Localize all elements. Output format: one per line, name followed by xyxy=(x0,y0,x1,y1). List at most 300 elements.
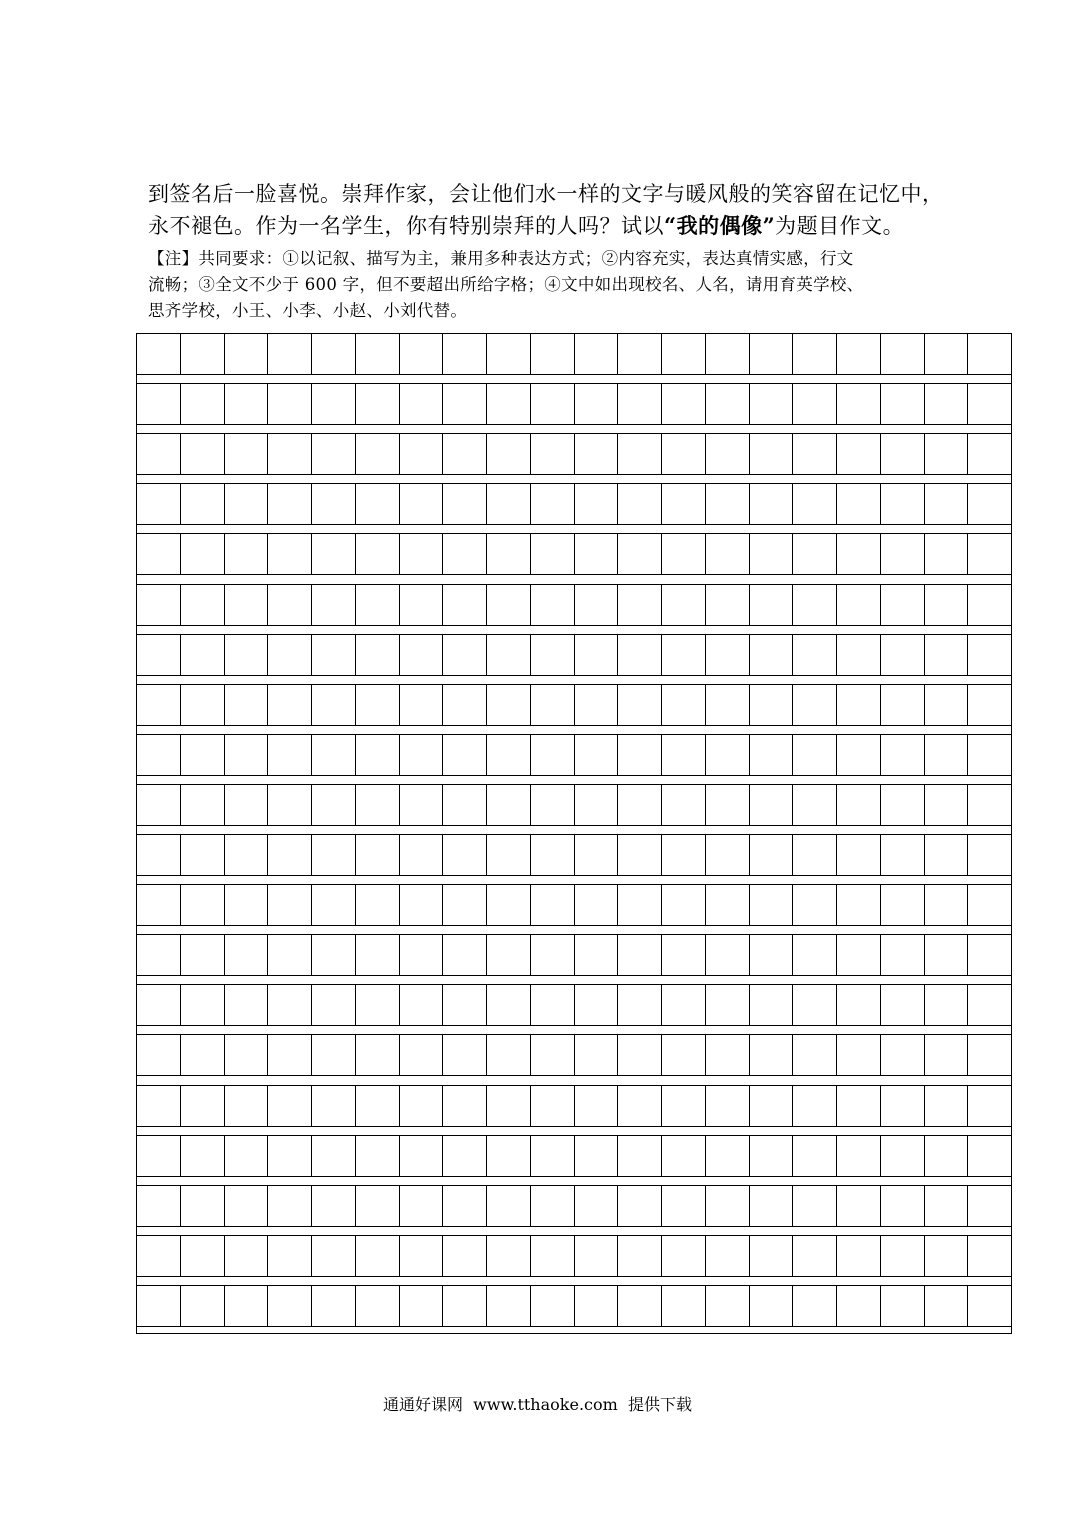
grid-cell[interactable] xyxy=(575,434,619,474)
grid-cell[interactable] xyxy=(225,534,269,574)
grid-cell[interactable] xyxy=(400,384,444,424)
grid-cell[interactable] xyxy=(356,434,400,474)
grid-cell[interactable] xyxy=(487,635,531,675)
grid-cell[interactable] xyxy=(837,1086,881,1126)
grid-cell[interactable] xyxy=(662,384,706,424)
grid-cell[interactable] xyxy=(400,635,444,675)
grid-cell[interactable] xyxy=(225,735,269,775)
grid-cell[interactable] xyxy=(487,735,531,775)
grid-cell[interactable] xyxy=(181,1236,225,1276)
grid-cell[interactable] xyxy=(881,785,925,825)
grid-cell[interactable] xyxy=(793,785,837,825)
grid-cell[interactable] xyxy=(793,434,837,474)
grid-cell[interactable] xyxy=(181,635,225,675)
grid-cell[interactable] xyxy=(356,585,400,625)
grid-cell[interactable] xyxy=(487,685,531,725)
grid-cell[interactable] xyxy=(137,1286,181,1326)
grid-cell[interactable] xyxy=(531,334,575,374)
grid-cell[interactable] xyxy=(356,885,400,925)
grid-cell[interactable] xyxy=(268,685,312,725)
grid-cell[interactable] xyxy=(443,484,487,524)
grid-cell[interactable] xyxy=(225,1186,269,1226)
grid-cell[interactable] xyxy=(181,334,225,374)
grid-cell[interactable] xyxy=(181,434,225,474)
grid-cell[interactable] xyxy=(268,1286,312,1326)
grid-cell[interactable] xyxy=(312,1136,356,1176)
grid-cell[interactable] xyxy=(881,1186,925,1226)
grid-cell[interactable] xyxy=(837,985,881,1025)
grid-cell[interactable] xyxy=(618,835,662,875)
grid-cell[interactable] xyxy=(968,635,1012,675)
grid-cell[interactable] xyxy=(925,1286,969,1326)
grid-cell[interactable] xyxy=(968,1086,1012,1126)
grid-cell[interactable] xyxy=(531,835,575,875)
grid-cell[interactable] xyxy=(881,1086,925,1126)
grid-cell[interactable] xyxy=(531,985,575,1025)
grid-cell[interactable] xyxy=(837,885,881,925)
grid-cell[interactable] xyxy=(968,735,1012,775)
grid-cell[interactable] xyxy=(531,585,575,625)
grid-cell[interactable] xyxy=(968,1186,1012,1226)
grid-cell[interactable] xyxy=(137,635,181,675)
grid-cell[interactable] xyxy=(706,585,750,625)
grid-cell[interactable] xyxy=(662,1086,706,1126)
grid-cell[interactable] xyxy=(531,735,575,775)
grid-cell[interactable] xyxy=(925,1236,969,1276)
grid-cell[interactable] xyxy=(443,534,487,574)
grid-cell[interactable] xyxy=(531,534,575,574)
grid-cell[interactable] xyxy=(356,735,400,775)
grid-cell[interactable] xyxy=(181,1086,225,1126)
grid-cell[interactable] xyxy=(881,384,925,424)
grid-cell[interactable] xyxy=(312,935,356,975)
grid-cell[interactable] xyxy=(400,1035,444,1075)
grid-cell[interactable] xyxy=(181,785,225,825)
grid-cell[interactable] xyxy=(968,384,1012,424)
grid-cell[interactable] xyxy=(881,1035,925,1075)
grid-cell[interactable] xyxy=(925,384,969,424)
grid-cell[interactable] xyxy=(225,1236,269,1276)
grid-cell[interactable] xyxy=(881,334,925,374)
grid-cell[interactable] xyxy=(837,1236,881,1276)
grid-cell[interactable] xyxy=(356,985,400,1025)
grid-cell[interactable] xyxy=(181,885,225,925)
grid-cell[interactable] xyxy=(312,1035,356,1075)
grid-cell[interactable] xyxy=(137,585,181,625)
grid-cell[interactable] xyxy=(575,1186,619,1226)
grid-cell[interactable] xyxy=(356,1035,400,1075)
grid-cell[interactable] xyxy=(618,885,662,925)
grid-cell[interactable] xyxy=(750,835,794,875)
grid-cell[interactable] xyxy=(618,635,662,675)
grid-cell[interactable] xyxy=(575,384,619,424)
grid-cell[interactable] xyxy=(662,1286,706,1326)
grid-cell[interactable] xyxy=(837,785,881,825)
grid-cell[interactable] xyxy=(400,685,444,725)
grid-cell[interactable] xyxy=(968,835,1012,875)
grid-cell[interactable] xyxy=(356,685,400,725)
grid-cell[interactable] xyxy=(268,384,312,424)
grid-cell[interactable] xyxy=(968,1286,1012,1326)
grid-cell[interactable] xyxy=(575,484,619,524)
grid-cell[interactable] xyxy=(312,1236,356,1276)
grid-cell[interactable] xyxy=(618,334,662,374)
grid-cell[interactable] xyxy=(400,1236,444,1276)
grid-cell[interactable] xyxy=(400,484,444,524)
grid-cell[interactable] xyxy=(750,1236,794,1276)
grid-cell[interactable] xyxy=(706,1136,750,1176)
grid-cell[interactable] xyxy=(750,384,794,424)
grid-cell[interactable] xyxy=(706,935,750,975)
grid-cell[interactable] xyxy=(268,735,312,775)
grid-cell[interactable] xyxy=(881,835,925,875)
grid-cell[interactable] xyxy=(531,1136,575,1176)
grid-cell[interactable] xyxy=(618,585,662,625)
grid-cell[interactable] xyxy=(225,1035,269,1075)
grid-cell[interactable] xyxy=(793,735,837,775)
grid-cell[interactable] xyxy=(750,635,794,675)
grid-cell[interactable] xyxy=(881,1136,925,1176)
grid-cell[interactable] xyxy=(706,484,750,524)
grid-cell[interactable] xyxy=(400,585,444,625)
grid-cell[interactable] xyxy=(487,384,531,424)
grid-cell[interactable] xyxy=(793,985,837,1025)
grid-cell[interactable] xyxy=(837,935,881,975)
grid-cell[interactable] xyxy=(750,534,794,574)
grid-cell[interactable] xyxy=(706,1186,750,1226)
grid-cell[interactable] xyxy=(443,334,487,374)
grid-cell[interactable] xyxy=(312,434,356,474)
grid-cell[interactable] xyxy=(618,384,662,424)
grid-cell[interactable] xyxy=(750,1035,794,1075)
grid-cell[interactable] xyxy=(356,835,400,875)
grid-cell[interactable] xyxy=(750,1186,794,1226)
grid-cell[interactable] xyxy=(618,1086,662,1126)
grid-cell[interactable] xyxy=(706,1086,750,1126)
grid-cell[interactable] xyxy=(793,1286,837,1326)
grid-cell[interactable] xyxy=(312,1286,356,1326)
grid-cell[interactable] xyxy=(706,635,750,675)
grid-cell[interactable] xyxy=(575,935,619,975)
grid-cell[interactable] xyxy=(706,1035,750,1075)
grid-cell[interactable] xyxy=(137,985,181,1025)
grid-cell[interactable] xyxy=(443,1035,487,1075)
grid-cell[interactable] xyxy=(312,885,356,925)
grid-cell[interactable] xyxy=(750,484,794,524)
grid-cell[interactable] xyxy=(356,1136,400,1176)
grid-cell[interactable] xyxy=(793,1035,837,1075)
grid-cell[interactable] xyxy=(793,384,837,424)
grid-cell[interactable] xyxy=(575,534,619,574)
grid-cell[interactable] xyxy=(881,685,925,725)
grid-cell[interactable] xyxy=(925,534,969,574)
grid-cell[interactable] xyxy=(793,1136,837,1176)
grid-cell[interactable] xyxy=(312,685,356,725)
grid-cell[interactable] xyxy=(881,585,925,625)
grid-cell[interactable] xyxy=(968,985,1012,1025)
grid-cell[interactable] xyxy=(662,835,706,875)
grid-cell[interactable] xyxy=(181,985,225,1025)
grid-cell[interactable] xyxy=(181,484,225,524)
grid-cell[interactable] xyxy=(837,534,881,574)
grid-cell[interactable] xyxy=(225,1286,269,1326)
grid-cell[interactable] xyxy=(881,985,925,1025)
grid-cell[interactable] xyxy=(968,685,1012,725)
grid-cell[interactable] xyxy=(968,534,1012,574)
grid-cell[interactable] xyxy=(968,1035,1012,1075)
grid-cell[interactable] xyxy=(181,735,225,775)
grid-cell[interactable] xyxy=(356,1086,400,1126)
grid-cell[interactable] xyxy=(881,484,925,524)
grid-cell[interactable] xyxy=(487,885,531,925)
grid-cell[interactable] xyxy=(793,1186,837,1226)
grid-cell[interactable] xyxy=(881,635,925,675)
grid-cell[interactable] xyxy=(925,885,969,925)
grid-cell[interactable] xyxy=(225,434,269,474)
grid-cell[interactable] xyxy=(443,1186,487,1226)
grid-cell[interactable] xyxy=(400,1286,444,1326)
grid-cell[interactable] xyxy=(443,1236,487,1276)
grid-cell[interactable] xyxy=(750,735,794,775)
grid-cell[interactable] xyxy=(531,1186,575,1226)
grid-cell[interactable] xyxy=(706,685,750,725)
grid-cell[interactable] xyxy=(925,434,969,474)
grid-cell[interactable] xyxy=(618,985,662,1025)
grid-cell[interactable] xyxy=(137,835,181,875)
grid-cell[interactable] xyxy=(662,635,706,675)
grid-cell[interactable] xyxy=(225,835,269,875)
grid-cell[interactable] xyxy=(837,1136,881,1176)
grid-cell[interactable] xyxy=(225,935,269,975)
grid-cell[interactable] xyxy=(837,1186,881,1226)
grid-cell[interactable] xyxy=(793,685,837,725)
grid-cell[interactable] xyxy=(443,384,487,424)
grid-cell[interactable] xyxy=(268,1086,312,1126)
grid-cell[interactable] xyxy=(706,534,750,574)
grid-cell[interactable] xyxy=(662,935,706,975)
grid-cell[interactable] xyxy=(312,835,356,875)
grid-cell[interactable] xyxy=(225,1086,269,1126)
grid-cell[interactable] xyxy=(837,334,881,374)
grid-cell[interactable] xyxy=(268,1035,312,1075)
grid-cell[interactable] xyxy=(400,785,444,825)
grid-cell[interactable] xyxy=(181,1286,225,1326)
grid-cell[interactable] xyxy=(750,334,794,374)
grid-cell[interactable] xyxy=(137,334,181,374)
grid-cell[interactable] xyxy=(268,484,312,524)
grid-cell[interactable] xyxy=(400,735,444,775)
grid-cell[interactable] xyxy=(968,585,1012,625)
grid-cell[interactable] xyxy=(662,785,706,825)
grid-cell[interactable] xyxy=(618,1236,662,1276)
grid-cell[interactable] xyxy=(443,434,487,474)
grid-cell[interactable] xyxy=(443,935,487,975)
grid-cell[interactable] xyxy=(575,635,619,675)
grid-cell[interactable] xyxy=(662,1236,706,1276)
grid-cell[interactable] xyxy=(487,534,531,574)
grid-cell[interactable] xyxy=(356,1286,400,1326)
grid-cell[interactable] xyxy=(443,735,487,775)
grid-cell[interactable] xyxy=(575,785,619,825)
grid-cell[interactable] xyxy=(137,685,181,725)
grid-cell[interactable] xyxy=(487,935,531,975)
grid-cell[interactable] xyxy=(181,1136,225,1176)
grid-cell[interactable] xyxy=(356,384,400,424)
grid-cell[interactable] xyxy=(968,935,1012,975)
grid-cell[interactable] xyxy=(881,935,925,975)
grid-cell[interactable] xyxy=(837,1035,881,1075)
grid-cell[interactable] xyxy=(837,735,881,775)
grid-cell[interactable] xyxy=(575,334,619,374)
grid-cell[interactable] xyxy=(137,935,181,975)
grid-cell[interactable] xyxy=(750,935,794,975)
grid-cell[interactable] xyxy=(400,885,444,925)
grid-cell[interactable] xyxy=(356,484,400,524)
grid-cell[interactable] xyxy=(706,785,750,825)
grid-cell[interactable] xyxy=(925,1136,969,1176)
grid-cell[interactable] xyxy=(750,885,794,925)
grid-cell[interactable] xyxy=(225,585,269,625)
grid-cell[interactable] xyxy=(137,434,181,474)
grid-cell[interactable] xyxy=(268,585,312,625)
grid-cell[interactable] xyxy=(487,434,531,474)
grid-cell[interactable] xyxy=(312,384,356,424)
grid-cell[interactable] xyxy=(793,835,837,875)
grid-cell[interactable] xyxy=(925,735,969,775)
grid-cell[interactable] xyxy=(837,585,881,625)
grid-cell[interactable] xyxy=(750,785,794,825)
grid-cell[interactable] xyxy=(181,534,225,574)
grid-cell[interactable] xyxy=(225,334,269,374)
grid-cell[interactable] xyxy=(487,835,531,875)
grid-cell[interactable] xyxy=(137,735,181,775)
grid-cell[interactable] xyxy=(750,434,794,474)
grid-cell[interactable] xyxy=(706,384,750,424)
grid-cell[interactable] xyxy=(400,434,444,474)
grid-cell[interactable] xyxy=(137,1086,181,1126)
grid-cell[interactable] xyxy=(268,1136,312,1176)
grid-cell[interactable] xyxy=(181,935,225,975)
grid-cell[interactable] xyxy=(137,484,181,524)
grid-cell[interactable] xyxy=(487,985,531,1025)
grid-cell[interactable] xyxy=(662,685,706,725)
grid-cell[interactable] xyxy=(312,484,356,524)
grid-cell[interactable] xyxy=(968,334,1012,374)
grid-cell[interactable] xyxy=(793,334,837,374)
grid-cell[interactable] xyxy=(225,785,269,825)
grid-cell[interactable] xyxy=(137,1136,181,1176)
grid-cell[interactable] xyxy=(575,585,619,625)
grid-cell[interactable] xyxy=(137,1186,181,1226)
grid-cell[interactable] xyxy=(575,1236,619,1276)
grid-cell[interactable] xyxy=(618,1186,662,1226)
grid-cell[interactable] xyxy=(662,985,706,1025)
grid-cell[interactable] xyxy=(181,1035,225,1075)
grid-cell[interactable] xyxy=(575,1086,619,1126)
grid-cell[interactable] xyxy=(750,985,794,1025)
grid-cell[interactable] xyxy=(575,735,619,775)
grid-cell[interactable] xyxy=(837,434,881,474)
grid-cell[interactable] xyxy=(400,1136,444,1176)
grid-cell[interactable] xyxy=(443,835,487,875)
grid-cell[interactable] xyxy=(793,534,837,574)
grid-cell[interactable] xyxy=(662,1186,706,1226)
grid-cell[interactable] xyxy=(925,585,969,625)
grid-cell[interactable] xyxy=(356,534,400,574)
grid-cell[interactable] xyxy=(618,534,662,574)
grid-cell[interactable] xyxy=(706,1286,750,1326)
grid-cell[interactable] xyxy=(400,835,444,875)
grid-cell[interactable] xyxy=(487,334,531,374)
grid-cell[interactable] xyxy=(837,484,881,524)
grid-cell[interactable] xyxy=(443,785,487,825)
grid-cell[interactable] xyxy=(968,785,1012,825)
grid-cell[interactable] xyxy=(531,685,575,725)
grid-cell[interactable] xyxy=(706,434,750,474)
grid-cell[interactable] xyxy=(443,635,487,675)
grid-cell[interactable] xyxy=(487,1236,531,1276)
grid-cell[interactable] xyxy=(881,534,925,574)
grid-cell[interactable] xyxy=(837,1286,881,1326)
grid-cell[interactable] xyxy=(268,534,312,574)
grid-cell[interactable] xyxy=(443,1286,487,1326)
grid-cell[interactable] xyxy=(575,985,619,1025)
grid-cell[interactable] xyxy=(618,484,662,524)
grid-cell[interactable] xyxy=(312,334,356,374)
grid-cell[interactable] xyxy=(881,735,925,775)
grid-cell[interactable] xyxy=(575,685,619,725)
grid-cell[interactable] xyxy=(225,885,269,925)
grid-cell[interactable] xyxy=(268,785,312,825)
grid-cell[interactable] xyxy=(925,1035,969,1075)
grid-cell[interactable] xyxy=(531,1286,575,1326)
grid-cell[interactable] xyxy=(443,1136,487,1176)
grid-cell[interactable] xyxy=(662,534,706,574)
grid-cell[interactable] xyxy=(968,1236,1012,1276)
grid-cell[interactable] xyxy=(487,1136,531,1176)
grid-cell[interactable] xyxy=(968,885,1012,925)
grid-cell[interactable] xyxy=(181,585,225,625)
grid-cell[interactable] xyxy=(268,434,312,474)
grid-cell[interactable] xyxy=(137,785,181,825)
grid-cell[interactable] xyxy=(137,1035,181,1075)
grid-cell[interactable] xyxy=(225,1136,269,1176)
grid-cell[interactable] xyxy=(925,484,969,524)
grid-cell[interactable] xyxy=(268,334,312,374)
grid-cell[interactable] xyxy=(662,735,706,775)
grid-cell[interactable] xyxy=(881,1286,925,1326)
grid-cell[interactable] xyxy=(531,384,575,424)
grid-cell[interactable] xyxy=(968,484,1012,524)
grid-cell[interactable] xyxy=(575,1136,619,1176)
grid-cell[interactable] xyxy=(618,1136,662,1176)
grid-cell[interactable] xyxy=(356,334,400,374)
grid-cell[interactable] xyxy=(487,585,531,625)
grid-cell[interactable] xyxy=(662,334,706,374)
grid-cell[interactable] xyxy=(837,635,881,675)
grid-cell[interactable] xyxy=(531,935,575,975)
grid-cell[interactable] xyxy=(575,835,619,875)
grid-cell[interactable] xyxy=(225,384,269,424)
grid-cell[interactable] xyxy=(837,835,881,875)
grid-cell[interactable] xyxy=(750,1086,794,1126)
grid-cell[interactable] xyxy=(443,685,487,725)
grid-cell[interactable] xyxy=(662,585,706,625)
grid-cell[interactable] xyxy=(575,1035,619,1075)
grid-cell[interactable] xyxy=(312,635,356,675)
grid-cell[interactable] xyxy=(531,1035,575,1075)
grid-cell[interactable] xyxy=(618,935,662,975)
